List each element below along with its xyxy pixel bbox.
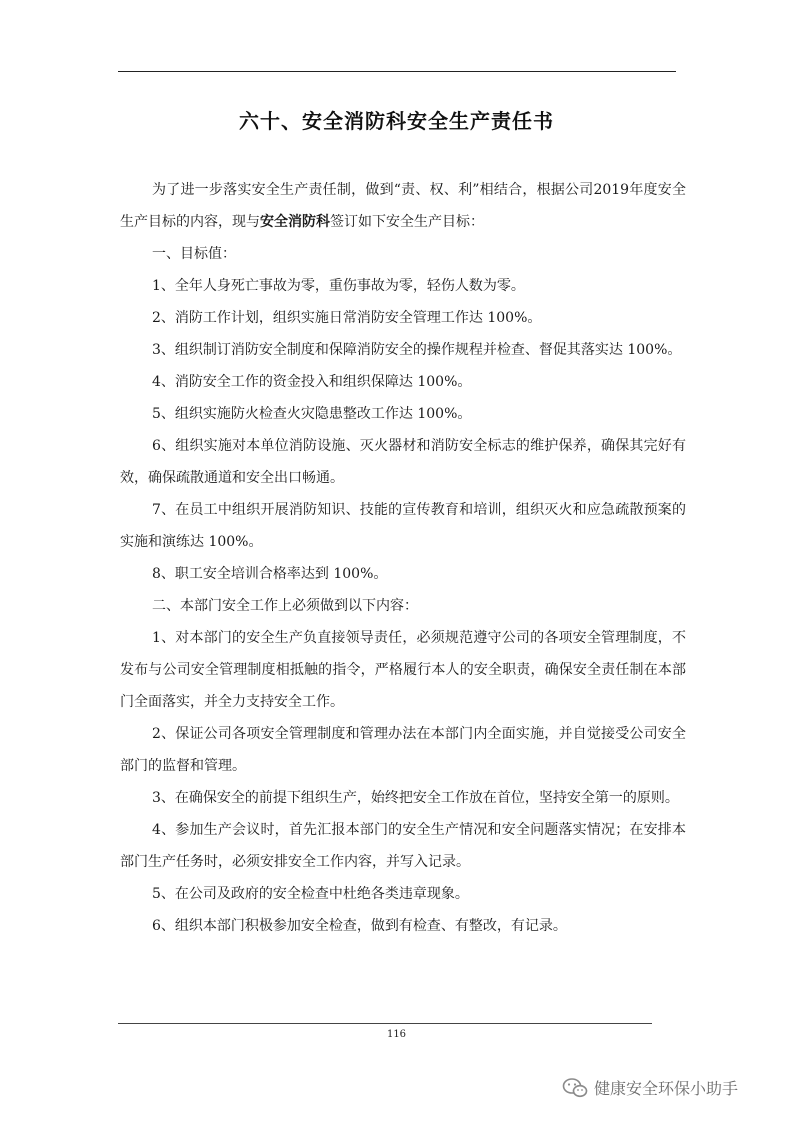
list-item: 4、消防安全工作的资金投入和组织保障达 100%。	[152, 374, 472, 390]
section-heading-targets: 一、目标值：	[152, 246, 236, 262]
list-item: 3、在确保安全的前提下组织生产，始终把安全工作放在首位，坚持安全第一的原则。	[152, 790, 679, 806]
list-item: 1、全年人身死亡事故为零，重伤事故为零，轻伤人数为零。	[152, 278, 525, 294]
intro-paragraph: 为了进一步落实安全生产责任制，做到“责、权、利”相结合，根据公司2019年度安全生产目标的内容，现与安全消防科签订如下安全生产目标：	[120, 182, 686, 230]
watermark-text: 健康安全环保小助手	[594, 1079, 739, 1098]
list-item: 3、组织制订消防安全制度和保障消防安全的操作规程并检查、督促其落实达 100%。	[152, 342, 682, 358]
top-rule	[118, 71, 676, 72]
section-heading-requirements: 二、本部门安全工作上必须做到以下内容：	[152, 598, 418, 614]
watermark	[562, 1076, 738, 1099]
page-number: 116	[386, 1029, 407, 1040]
list-item: 6、组织实施对本单位消防设施、灭火器材和消防安全标志的维护保养，确保其完好有效，确保疏散通道和安全出口畅通。	[120, 438, 686, 486]
department-name: 安全消防科	[260, 214, 330, 230]
bottom-rule	[118, 1023, 652, 1024]
document-title: 六十、安全消防科安全生产责任书	[239, 109, 554, 133]
document-body	[120, 174, 686, 942]
list-item: 4、参加生产会议时，首先汇报本部门的安全生产情况和安全问题落实情况；在安排本部门生产任务时，必须安排安全工作内容，并写入记录。	[120, 822, 686, 870]
list-item: 2、保证公司各项安全管理制度和管理办法在本部门内全面实施，并自觉接受公司安全部门的监督和管理。	[120, 726, 686, 774]
list-item: 5、组织实施防火检查火灾隐患整改工作达 100%。	[152, 406, 472, 422]
list-item: 1、对本部门的安全生产负直接领导责任，必须规范遵守公司的各项安全管理制度，不发布与公司安全管理制度相抵触的指令，严格履行本人的安全职责，确保安全责任制在本部门全面落实，并全力支持安全工作。	[120, 630, 686, 710]
list-item: 2、消防工作计划，组织实施日常消防安全管理工作达 100%。	[152, 310, 542, 326]
wechat-icon	[562, 1077, 588, 1099]
list-item: 5、在公司及政府的安全检查中杜绝各类违章现象。	[152, 886, 469, 902]
list-item: 6、组织本部门积极参加安全检查，做到有检查、有整改，有记录。	[152, 918, 567, 934]
list-item: 8、职工安全培训合格率达到 100%。	[152, 566, 388, 582]
list-item: 7、在员工中组织开展消防知识、技能的宣传教育和培训，组织灭火和应急疏散预案的实施和演练达 100%。	[120, 502, 686, 550]
